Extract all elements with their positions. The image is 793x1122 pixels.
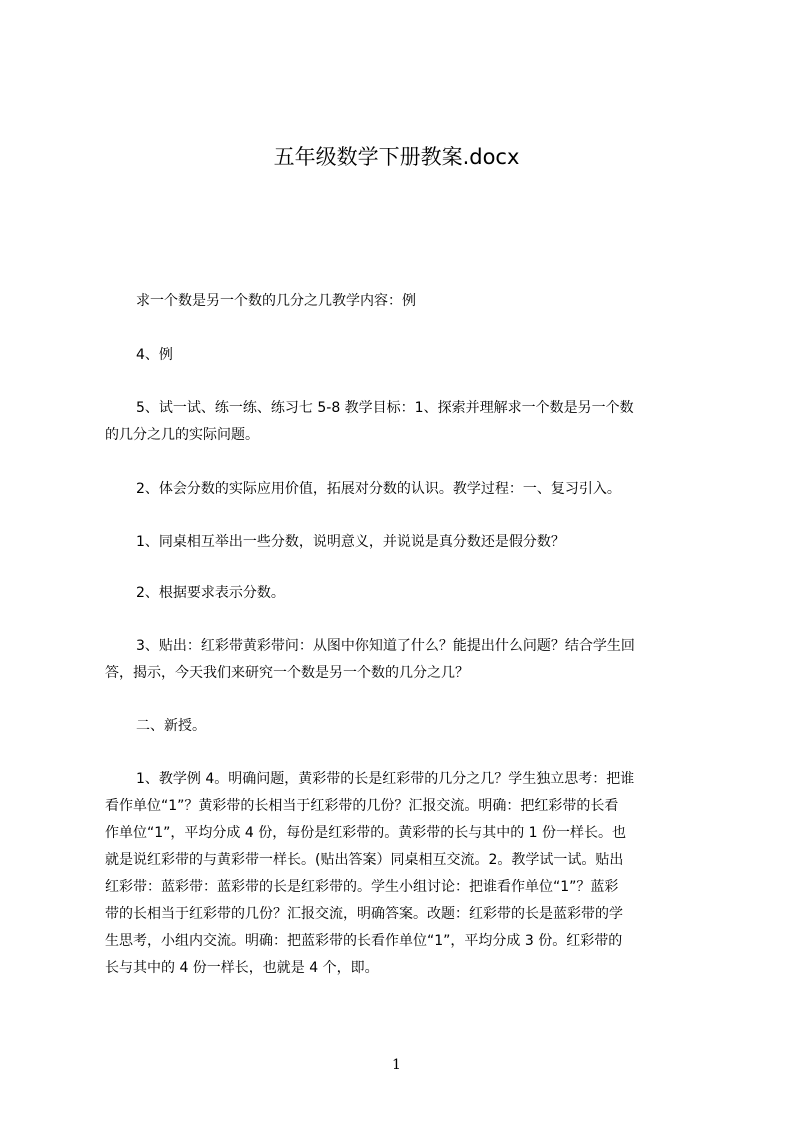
paragraph-line: 2、体会分数的实际应用价值，拓展对分数的认识。教学过程：一、复习引入。 <box>136 481 621 497</box>
page-number: 1 <box>392 1057 401 1073</box>
paragraph <box>105 529 705 556</box>
paragraph-line: 长与其中的 4 份一样长，也就是 4 个，即。 <box>105 960 379 976</box>
paragraph-line: 3、贴出：红彩带黄彩带问：从图中你知道了什么？能提出什么问题？结合学生回 <box>136 638 635 654</box>
paragraph-line: 红彩带：蓝彩带：蓝彩带的长是红彩带的。学生小组讨论：把谁看作单位“1”？蓝彩 <box>105 879 619 895</box>
paragraph-line: 作单位“1”，平均分成 4 份，每份是红彩带的。黄彩带的长与其中的 1 份一样长。也 <box>105 825 627 841</box>
paragraph-line: 1、教学例 4。明确问题，黄彩带的长是红彩带的几分之几？学生独立思考：把谁 <box>136 771 635 787</box>
paragraph-line: 就是说红彩带的与黄彩带一样长。(贴出答案）同桌相互交流。2。教学试一试。贴出 <box>105 852 624 868</box>
paragraph-line: 的几分之几的实际问题。 <box>105 427 259 443</box>
paragraph-line: 答，揭示，今天我们来研究一个数是另一个数的几分之几？ <box>105 665 469 681</box>
paragraph-line: 看作单位“1”？黄彩带的长相当于红彩带的几份？汇报交流。明确：把红彩带的长看 <box>105 798 619 814</box>
paragraph-line: 4、例 <box>136 347 173 363</box>
paragraph-line: 求一个数是另一个数的几分之几教学内容：例 <box>136 293 416 309</box>
paragraph-line: 5、试一试、练一练、练习七 5-8 教学目标：1、探索并理解求一个数是另一个数 <box>136 400 634 416</box>
paragraph <box>105 633 705 687</box>
paragraph <box>105 713 705 740</box>
paragraph <box>105 342 705 369</box>
paragraph-line: 1、同桌相互举出一些分数，说明意义，并说说是真分数还是假分数？ <box>136 534 565 550</box>
paragraph <box>105 476 705 503</box>
paragraph <box>105 395 705 449</box>
document-title: 五年级数学下册教案.docx <box>273 145 520 169</box>
paragraph-line: 带的长相当于红彩带的几份？汇报交流，明确答案。改题：红彩带的长是蓝彩带的学 <box>105 906 623 922</box>
paragraph-line: 二、新授。 <box>136 718 206 734</box>
paragraph-line: 2、根据要求表示分数。 <box>136 585 285 601</box>
paragraph <box>105 288 705 315</box>
paragraph <box>105 766 705 982</box>
paragraph <box>105 580 705 607</box>
paragraph-line: 生思考，小组内交流。明确：把蓝彩带的长看作单位“1”，平均分成 3 份。红彩带的 <box>105 933 623 949</box>
